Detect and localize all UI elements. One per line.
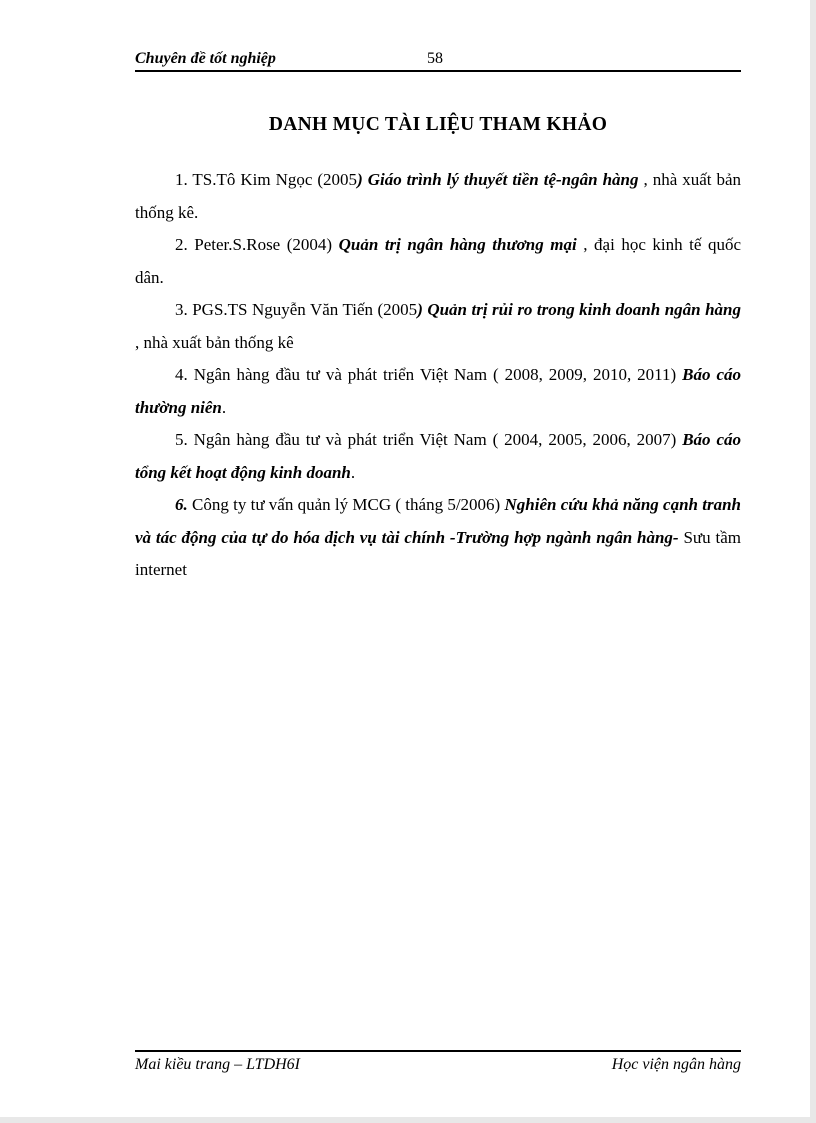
page-footer (135, 1050, 741, 1076)
header-title: Chuyên đề tốt nghiệp (135, 50, 276, 67)
reference-author: Ngân hàng đầu tư và phát triển Việt Nam ( 2004, 2005, 2006, 2007) (187, 430, 683, 449)
reference-item-4 (135, 359, 741, 424)
footer-institution: Học viện ngân hàng (611, 1056, 741, 1073)
reference-item-1 (135, 164, 741, 229)
reference-author: PGS.TS Nguyễn Văn Tiến (2005 (187, 300, 418, 319)
reference-publisher: . (350, 462, 356, 482)
reference-list (135, 164, 741, 587)
reference-author: TS.Tô Kim Ngọc (2005 (187, 170, 358, 189)
reference-author: Ngân hàng đầu tư và phát triển Việt Nam ( 2008, 2009, 2010, 2011) (187, 365, 683, 384)
reference-item-3 (135, 294, 741, 359)
document-heading: DANH MỤC TÀI LIỆU THAM KHẢO (268, 114, 608, 135)
reference-number: 2. (175, 235, 188, 254)
reference-publisher: , nhà xuất bản thống kê. (135, 170, 742, 222)
reference-publisher: Sưu tầm internet (135, 527, 741, 579)
reference-title: Báo cáo thường niên (135, 365, 742, 417)
reference-number: 3. (175, 300, 188, 319)
reference-number: 5. (175, 430, 188, 449)
reference-title: ) Giáo trình lý thuyết tiền tệ-ngân hàng (357, 170, 639, 189)
reference-publisher: . (221, 397, 227, 417)
page-shadow-bottom (0, 1117, 816, 1123)
footer-rule (135, 1050, 741, 1052)
reference-title: Báo cáo tổng kết hoạt động kinh doanh (135, 430, 742, 482)
reference-item-5 (135, 424, 741, 489)
reference-item-2 (135, 229, 741, 294)
reference-item-6 (135, 489, 741, 587)
page-header (135, 50, 741, 70)
reference-title: ) Quản trị rủi ro trong kinh doanh ngân hàng (417, 300, 741, 319)
header-rule (135, 70, 741, 72)
reference-author: Peter.S.Rose (2004) (187, 235, 339, 254)
footer-author: Mai kiều trang – LTDH6I (135, 1056, 301, 1073)
page-number: 58 (427, 50, 443, 67)
reference-number: 1. (175, 170, 188, 189)
reference-publisher: , nhà xuất bản thống kê (135, 332, 294, 352)
reference-publisher: , đại học kinh tế quốc dân. (135, 235, 741, 287)
reference-author: Công ty tư vấn quản lý MCG ( tháng 5/2006) (187, 495, 505, 514)
reference-title: Nghiên cứu khả năng cạnh tranh và tác động của tự do hóa dịch vụ tài chính -Trường hợp ngành ngân hàng- (135, 495, 741, 547)
reference-title: Quản trị ngân hàng thương mại (338, 235, 577, 254)
reference-number: 6. (175, 495, 188, 514)
reference-number: 4. (175, 365, 188, 384)
page-shadow-right (810, 0, 816, 1123)
